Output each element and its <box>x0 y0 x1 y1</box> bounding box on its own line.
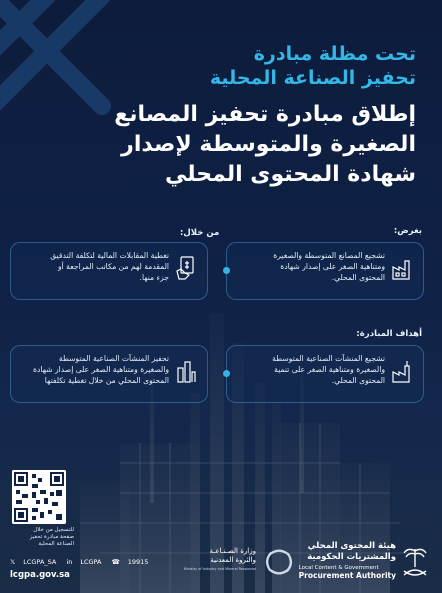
linkedin-icon: in <box>66 558 73 566</box>
goal-card-1 <box>226 345 424 403</box>
x-icon: 𝕏 <box>10 558 16 566</box>
x-handle[interactable]: LCGPA_SA <box>23 558 57 566</box>
means-text: تغطية المقابلات المالية لتكلفة التدقيق المقدمة لهم من مكاتب المراجعة أو جزء منها. <box>50 251 169 282</box>
plant-icon <box>175 358 197 384</box>
means-label: من خلال: <box>180 228 220 238</box>
subtitle-line-1: تحت مظلة مبادرة <box>253 43 416 65</box>
goal-1-text: تشجيع المنشآت الصناعية المتوسطة والصغيرة ومتناهية الصغر على تنمية المحتوى المحلي. <box>272 354 385 385</box>
card-dot <box>223 370 230 377</box>
page-title <box>16 100 416 190</box>
initiative-subtitle <box>210 42 416 90</box>
purpose-label: بغرض: <box>393 226 422 236</box>
ministry-logo <box>178 543 298 583</box>
purpose-text: تشجيع المصانع المتوسطة والصغيرة ومتناهية الصغر على إصدار شهادة المحتوى المحلي. <box>273 251 385 282</box>
phone-number[interactable]: 19915 <box>127 558 149 566</box>
goal-card-2 <box>10 345 208 403</box>
hand-money-icon <box>175 255 197 281</box>
factory-icon <box>391 255 413 281</box>
subtitle-line-2: تحفيز الصناعة المحلية <box>209 67 416 89</box>
authority-logo <box>282 541 432 591</box>
card-dot <box>223 267 230 274</box>
qr-caption: للتسجيل من خلال صفحة مبادرة تحفيز الصناعة المحلية <box>29 527 74 547</box>
website-link[interactable]: lcgpa.gov.sa <box>10 570 70 580</box>
linkedin-handle[interactable]: LCGPA <box>80 558 102 566</box>
title-line-3: شهادة المحتوى المحلي <box>164 162 416 187</box>
phone-icon: ☎ <box>111 558 120 566</box>
qr-code-icon[interactable] <box>12 470 66 524</box>
means-card <box>10 242 208 300</box>
industry-icon <box>391 358 413 384</box>
palm-swords-emblem-icon <box>400 545 430 581</box>
authority-name-en: Local Content & Government Procurement Authority <box>298 565 396 580</box>
ministry-name-en: Ministry of Industry and Mineral Resources <box>183 567 256 571</box>
title-line-2: الصغيرة والمتوسطة لإصدار <box>121 132 416 157</box>
social-links <box>10 558 156 566</box>
goals-label: أهداف المبادرة: <box>356 329 422 339</box>
title-line-1: إطلاق مبادرة تحفيز المصانع <box>114 102 416 127</box>
authority-name: هيئة المحتوى المحلي والمشتريات الحكومية <box>307 541 396 562</box>
ministry-name: وزارة الصـنـاعـة والثروة المعدنية <box>209 547 256 564</box>
goal-2-text: تحفيز المنشآت الصناعية المتوسطة والصغيرة ومتناهية الصغر على إصدار شهادة المحتوى المحلي من خلال تغطية تكلفتها <box>33 354 169 385</box>
purpose-card <box>226 242 424 300</box>
